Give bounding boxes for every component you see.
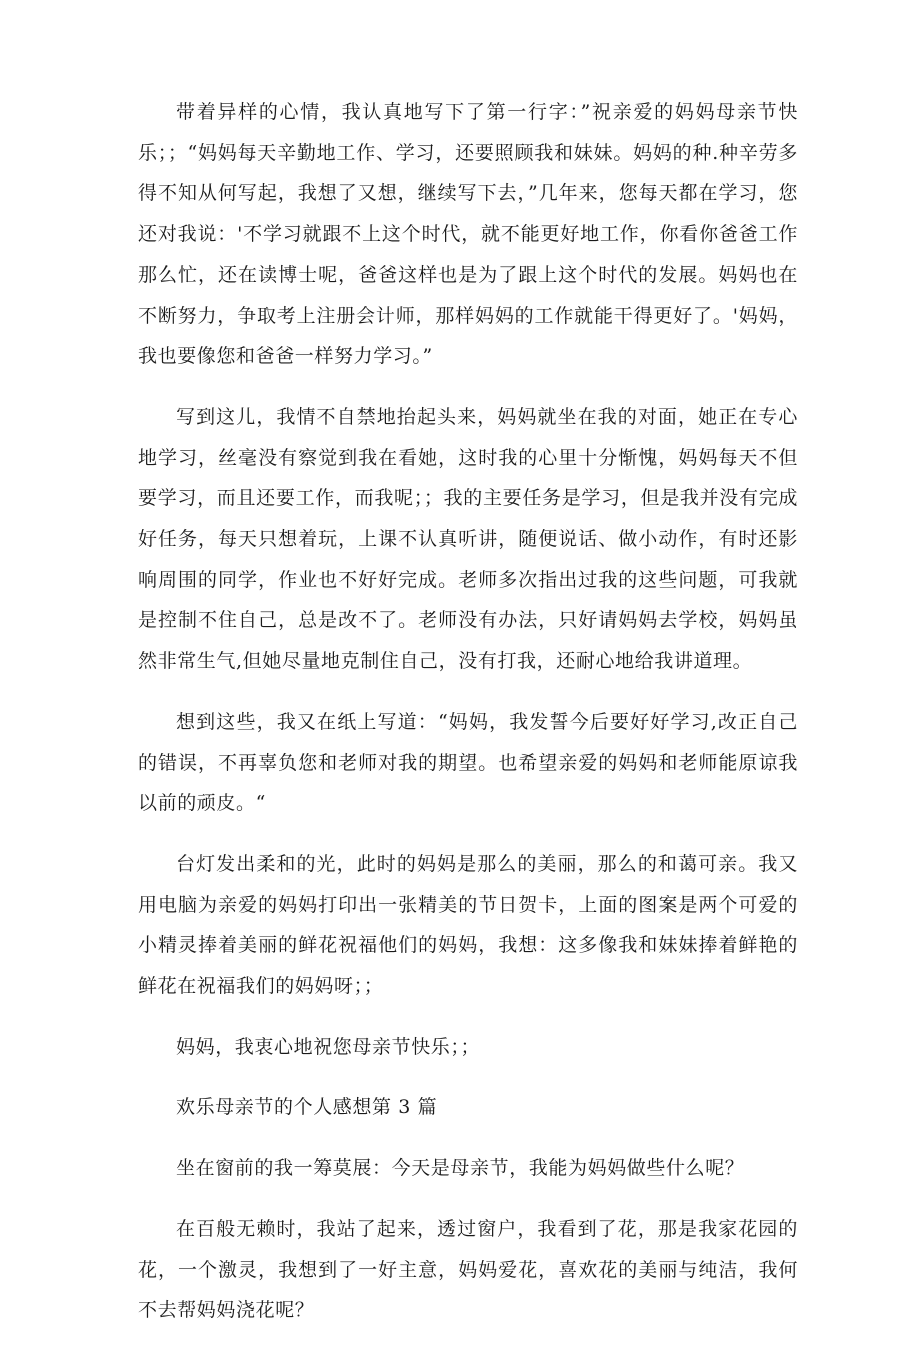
paragraph-7: 在百般无赖时，我站了起来，透过窗户，我看到了花，那是我家花园的花，一个激灵，我想到了一好主意，妈妈爱花，喜欢花的美丽与纯洁，我何不去帮妈妈浇花呢？ bbox=[138, 1217, 798, 1322]
paragraph-1: 带着异样的心情，我认真地写下了第一行字：”祝亲爱的妈妈母亲节快乐；；“妈妈每天辛勤地工作、学习，还要照顾我和妹妹。妈妈的种.种辛劳多得不知从何写起，我想了又想，继续写下去，”几年来，您每天都在学习，您还对我说：'不学习就跟不上这个时代，就不能更好地工作，你看你爸爸工作那么忙，还在读博士呢，爸爸这样也是为了跟上这个时代的发展。妈妈也在不断努力，争取考上注册会计师，那样妈妈的工作就能干得更好了。'妈妈，我也要像您和爸爸一样努力学习。” bbox=[138, 101, 798, 368]
section-heading: 欢乐母亲节的个人感想第 3 篇 bbox=[176, 1096, 438, 1119]
paragraph-5: 妈妈，我衷心地祝您母亲节快乐；； bbox=[176, 1035, 481, 1058]
document-body bbox=[138, 92, 798, 1351]
paragraph-4: 台灯发出柔和的光，此时的妈妈是那么的美丽，那么的和蔼可亲。我又用电脑为亲爱的妈妈打印出一张精美的节日贺卡，上面的图案是两个可爱的小精灵捧着美丽的鲜花祝福他们的妈妈，我想：这多像我和妹妹捧着鲜艳的鲜花在祝福我们的妈妈呀；； bbox=[138, 852, 798, 998]
paragraph-3: 想到这些，我又在纸上写道：“妈妈，我发誓今后要好好学习,改正自己的错误，不再辜负您和老师对我的期望。也希望亲爱的妈妈和老师能原谅我以前的顽皮。“ bbox=[138, 710, 798, 815]
paragraph-6: 坐在窗前的我一筹莫展：今天是母亲节，我能为妈妈做些什么呢？ bbox=[176, 1157, 745, 1180]
paragraph-2: 写到这儿，我情不自禁地抬起头来，妈妈就坐在我的对面，她正在专心地学习，丝毫没有察觉到我在看她，这时我的心里十分惭愧，妈妈每天不但要学习，而且还要工作，而我呢；；我的主要任务是学习，但是我并没有完成好任务，每天只想着玩，上课不认真听讲，随便说话、做小动作，有时还影响周围的同学，作业也不好好完成。老师多次指出过我的这些问题，可我就是控制不住自己，总是改不了。老师没有办法，只好请妈妈去学校，妈妈虽然非常生气,但她尽量地克制住自己，没有打我，还耐心地给我讲道理。 bbox=[138, 405, 798, 673]
